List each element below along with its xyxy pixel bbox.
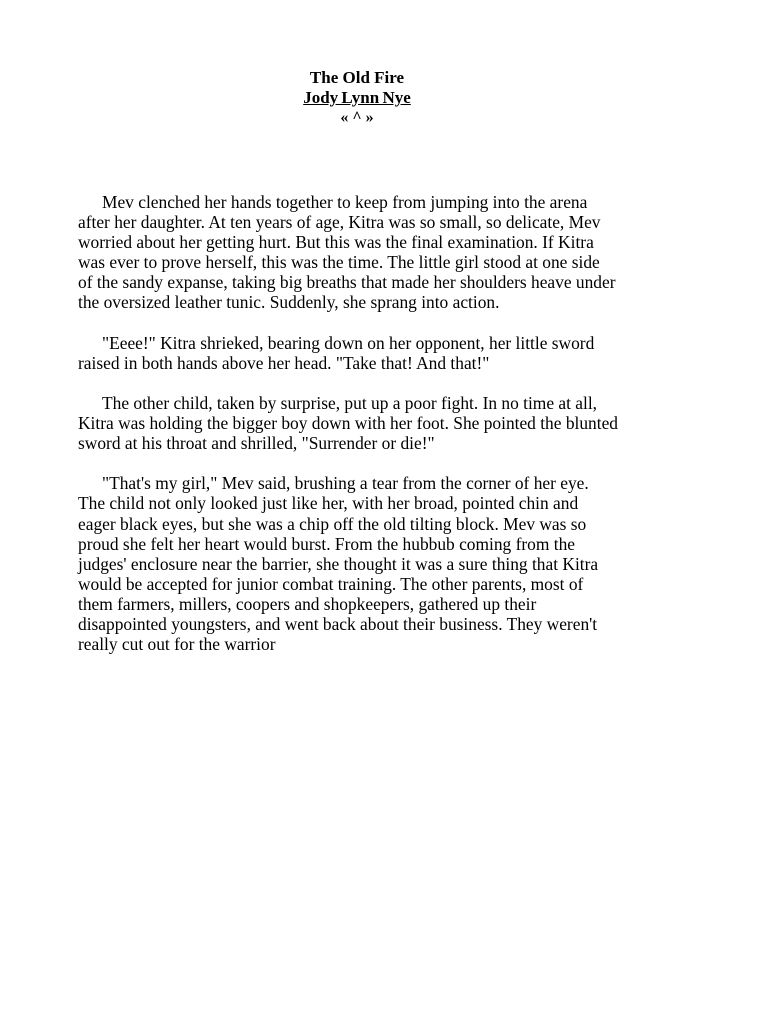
- paragraph: "That's my girl," Mev said, brushing a tear from the corner of her eye. The child not only looked just like her, with her broad, pointed chin and eager black eyes, but she was a chip off the old tilting block. Mev was so proud she felt her heart would burst. From the hubbub coming from the judges' enclosure near the barrier, she thought it was a sure thing that Kitra would be accepted for junior combat training. The other parents, most of them farmers, millers, coopers and shopkeepers, gathered up their disappointed youngsters, and went back about their business. They weren't really cut out for the warrior: [78, 473, 599, 655]
- up-link[interactable]: ^: [352, 109, 362, 126]
- author-name: [0, 88, 714, 108]
- document-title: The Old Fire: [309, 68, 405, 87]
- paragraph: "Eeee!" Kitra shrieked, bearing down on her opponent, her little sword raised in both hands above her head. "Take that! And that!": [78, 332, 595, 373]
- author-link[interactable]: Jody Lynn Nye: [303, 88, 411, 107]
- paragraph: The other child, taken by surprise, put up a poor fight. In no time at all, Kitra was holding the bigger boy down with her foot. She pointed the blunted sword at his throat and shrilled, "Surrender or die!": [78, 392, 618, 454]
- next-link[interactable]: »: [365, 109, 374, 126]
- prev-link[interactable]: «: [340, 109, 349, 126]
- navigation-links: [0, 108, 714, 128]
- paragraph: Mev clenched her hands together to keep from jumping into the arena after her daughter. At ten years of age, Kitra was so small, so delicate, Mev worried about her getting hurt. But this was the final examination. If Kitra was ever to prove herself, this was the time. The little girl stood at one side of the sandy expanse, taking big breaths that made her shoulders heave under the oversized leather tunic. Suddenly, she sprang into action.: [78, 192, 616, 313]
- document-header: [0, 68, 714, 128]
- story-body: [78, 192, 618, 674]
